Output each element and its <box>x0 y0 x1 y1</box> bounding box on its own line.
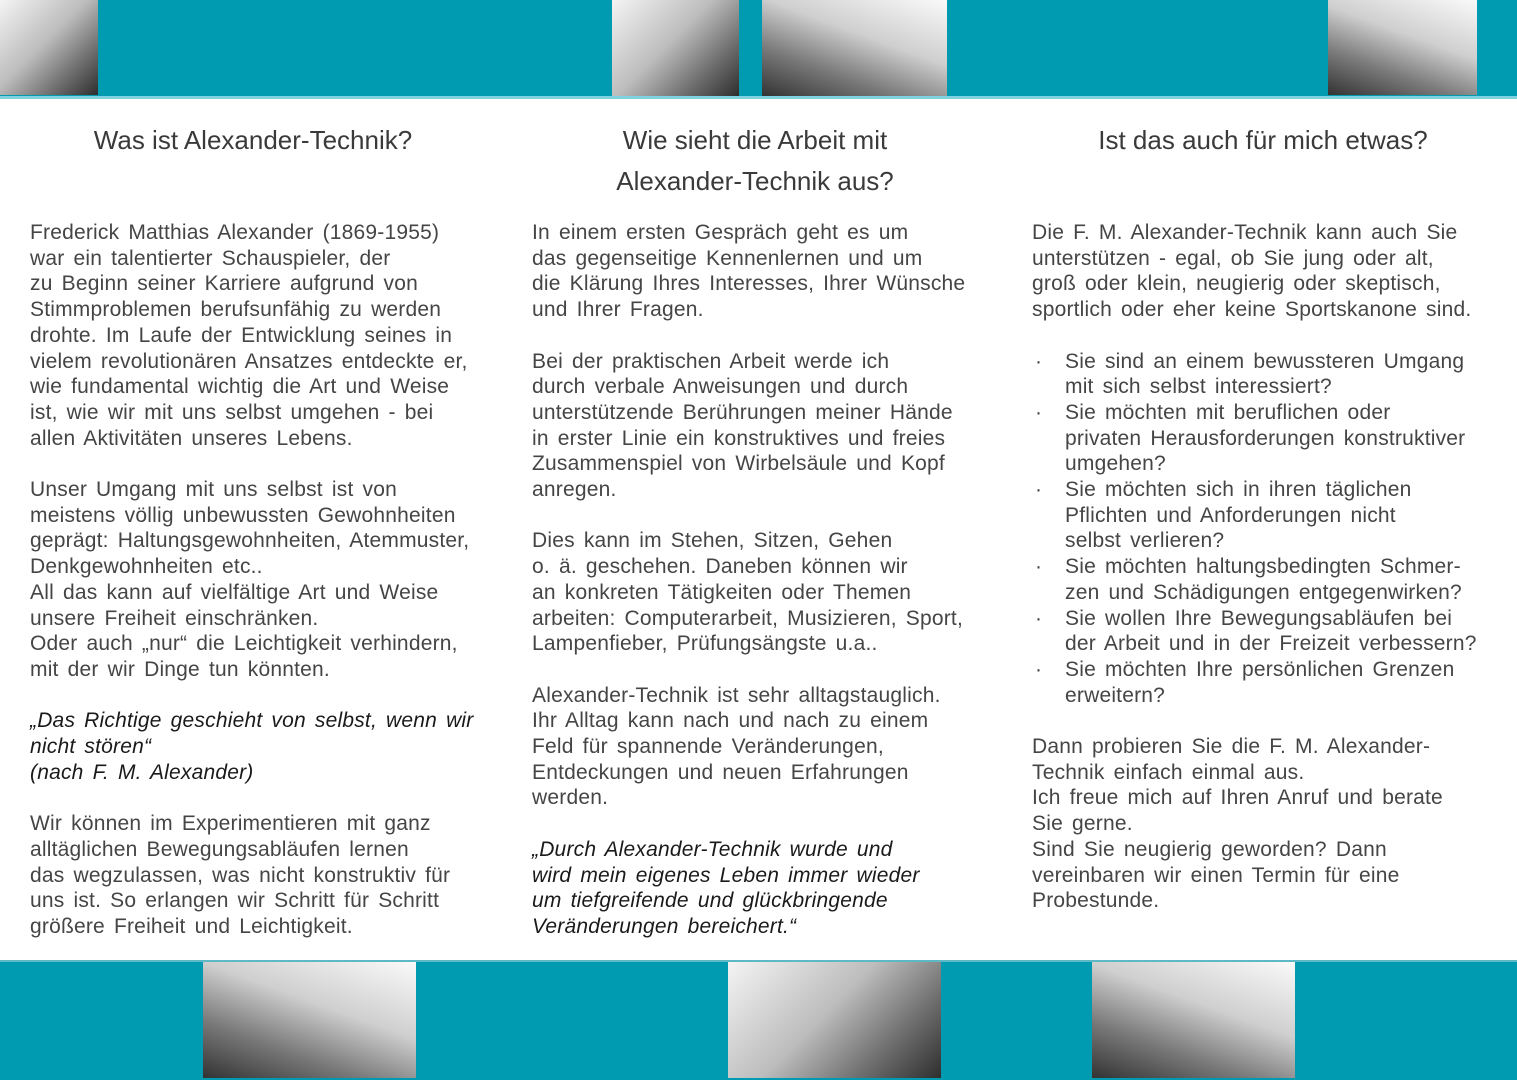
text-line: All das kann auf vielfältige Art und Weise <box>30 580 439 604</box>
text-line: Ich freue mich auf Ihren Anruf und berate <box>1032 786 1443 810</box>
text-line: vereinbaren wir einen Termin für eine <box>1032 863 1400 887</box>
text-line: um tiefgreifende und glückbringende <box>532 889 888 913</box>
heading-line: Was ist Alexander-Technik? <box>93 125 413 155</box>
text-line: unterstützende Berührungen meiner Hände <box>532 400 953 424</box>
text-line: Feld für spannende Veränderungen, <box>532 735 884 759</box>
text-line: nicht stören“ <box>30 735 152 759</box>
paragraph <box>1032 734 1477 914</box>
photo-head-treatment <box>203 962 416 1078</box>
text-line: Wir können im Experimentieren mit ganz <box>30 812 431 836</box>
text-line: werden. <box>532 786 609 810</box>
bullet-item <box>1032 477 1477 554</box>
text-line: an konkreten Tätigkeiten oder Themen <box>532 580 912 604</box>
text-line: arbeiten: Computerarbeit, Musizieren, Sport, <box>532 606 963 630</box>
photo-hands <box>762 0 947 96</box>
text-line: uns ist. So erlangen wir Schritt für Schritt <box>30 889 440 913</box>
text-line: Alexander-Technik ist sehr alltagstauglich. <box>532 683 941 707</box>
text-line: Veränderungen bereichert.“ <box>532 914 797 938</box>
column-2-text <box>532 220 965 965</box>
text-line: groß oder klein, neugierig oder skeptisch, <box>1032 272 1441 296</box>
bullet-icon: · <box>1035 657 1043 681</box>
column-1-heading <box>30 120 476 161</box>
text-line: Sie gerne. <box>1032 812 1133 836</box>
text-line: das gegenseitige Kennenlernen und um <box>532 246 923 270</box>
text-line: unterstützen - egal, ob Sie jung oder alt, <box>1032 246 1434 270</box>
text-line: Dies kann im Stehen, Sitzen, Gehen <box>532 529 893 553</box>
text-line: vielem revolutionären Ansatzes entdeckte er, <box>30 349 468 373</box>
text-line: wird mein eigenes Leben immer wieder <box>532 863 920 887</box>
text-line: alltäglichen Bewegungsabläufen lernen <box>30 837 409 861</box>
text-line: drohte. Im Laufe der Entwicklung seines in <box>30 323 453 347</box>
text-line: ist, wie wir mit uns selbst umgehen - bei <box>30 400 434 424</box>
text-line: Sie möchten sich in ihren täglichen <box>1065 478 1412 502</box>
photo-teacher-student <box>1328 0 1477 95</box>
text-line: der Arbeit und in der Freizeit verbessern? <box>1065 632 1477 656</box>
text-line: größere Freiheit und Leichtigkeit. <box>30 914 353 938</box>
bullet-icon: · <box>1035 349 1043 373</box>
text-line: Probestunde. <box>1032 889 1160 913</box>
text-line: Sie möchten haltungsbedingten Schmer- <box>1065 555 1461 579</box>
heading-line: Wie sieht die Arbeit mit <box>622 125 888 155</box>
column-1-text <box>30 220 474 965</box>
photo-couple <box>612 0 739 96</box>
quote <box>30 708 474 785</box>
text-line: Lampenfieber, Prüfungsängste u.a.. <box>532 632 878 656</box>
text-line: in erster Linie ein konstruktives und freies <box>532 426 946 450</box>
text-line: zen und Schädigungen entgegenwirken? <box>1065 580 1462 604</box>
column-3-heading <box>1032 120 1494 161</box>
text-line: „Das Richtige geschieht von selbst, wenn wir <box>30 709 474 733</box>
text-line: die Klärung Ihres Interesses, Ihrer Wünsche <box>532 272 966 296</box>
bullet-item <box>1032 554 1477 605</box>
text-line: Entdeckungen und neuen Erfahrungen <box>532 760 909 784</box>
text-line: zu Beginn seiner Karriere aufgrund von <box>30 272 418 296</box>
text-line: Pflichten und Anforderungen nicht <box>1065 503 1396 527</box>
paragraph <box>30 477 474 683</box>
text-line: „Durch Alexander-Technik wurde und <box>532 837 893 861</box>
text-line: erweitern? <box>1065 683 1166 707</box>
bullet-icon: · <box>1035 400 1043 424</box>
text-line: Sie möchten Ihre persönlichen Grenzen <box>1065 657 1455 681</box>
text-line: In einem ersten Gespräch geht es um <box>532 221 909 244</box>
text-line: Unser Umgang mit uns selbst ist von <box>30 478 397 502</box>
bullet-icon: · <box>1035 478 1043 502</box>
text-line: Sie sind an einem bewussteren Umgang <box>1065 349 1465 373</box>
paragraph <box>532 349 965 503</box>
photo-seated-lesson <box>1092 962 1295 1078</box>
photo-portrait-man-2 <box>728 962 941 1078</box>
bullet-icon: · <box>1035 606 1043 630</box>
bullet-item <box>1032 349 1477 400</box>
heading-line: Ist das auch für mich etwas? <box>1098 125 1428 155</box>
quote <box>532 837 965 940</box>
paragraph <box>30 220 474 451</box>
text-line: Zusammenspiel von Wirbelsäule und Kopf <box>532 452 945 476</box>
text-line: umgehen? <box>1065 452 1166 476</box>
heading-line: Alexander-Technik aus? <box>616 166 894 196</box>
bullet-icon: · <box>1035 555 1043 579</box>
photo-portrait-man <box>0 0 98 95</box>
text-line: unsere Freiheit einschränken. <box>30 606 319 630</box>
paragraph <box>532 220 965 323</box>
text-line: mit sich selbst interessiert? <box>1065 375 1332 399</box>
text-line: sportlich oder eher keine Sportskanone sind. <box>1032 298 1472 322</box>
text-line: Ihr Alltag kann nach und nach zu einem <box>532 709 929 733</box>
bullet-item <box>1032 657 1477 708</box>
text-line: (nach F. M. Alexander) <box>30 760 254 784</box>
column-3-text <box>1032 220 1477 940</box>
text-line: mit der wir Dinge tun könnten. <box>30 657 330 681</box>
text-line: Sie möchten mit beruflichen oder <box>1065 400 1391 424</box>
paragraph <box>532 528 965 657</box>
text-line: Sie wollen Ihre Bewegungsabläufen bei <box>1065 606 1453 630</box>
text-line: selbst verlieren? <box>1065 529 1225 553</box>
text-line: allen Aktivitäten unseres Lebens. <box>30 426 353 450</box>
text-line: anregen. <box>532 478 617 502</box>
text-line: Frederick Matthias Alexander (1869-1955) <box>30 221 440 244</box>
bullet-list <box>1032 349 1477 709</box>
header-band <box>0 0 1517 96</box>
text-line: das wegzulassen, was nicht konstruktiv für <box>30 863 451 887</box>
text-line: Oder auch „nur“ die Leichtigkeit verhindern, <box>30 632 458 656</box>
text-line: o. ä. geschehen. Daneben können wir <box>532 555 908 579</box>
text-line: und Ihrer Fragen. <box>532 298 704 322</box>
bullet-item <box>1032 400 1477 477</box>
text-line: Denkgewohnheiten etc.. <box>30 555 263 579</box>
text-line: Sind Sie neugierig geworden? Dann <box>1032 837 1387 861</box>
text-line: meistens völlig unbewussten Gewohnheiten <box>30 503 456 527</box>
text-line: Die F. M. Alexander-Technik kann auch Sie <box>1032 221 1458 244</box>
header-divider <box>0 96 1517 99</box>
text-line: durch verbale Anweisungen und durch <box>532 375 909 399</box>
text-line: geprägt: Haltungsgewohnheiten, Atemmuster, <box>30 529 470 553</box>
text-line: Bei der praktischen Arbeit werde ich <box>532 349 890 373</box>
bullet-item <box>1032 606 1477 657</box>
text-line: Stimmproblemen berufsunfähig zu werden <box>30 298 442 322</box>
text-line: privaten Herausforderungen konstruktiver <box>1065 426 1466 450</box>
text-line: wie fundamental wichtig die Art und Weise <box>30 375 450 399</box>
paragraph <box>532 683 965 812</box>
text-line: war ein talentierter Schauspieler, der <box>30 246 391 270</box>
text-line: Dann probieren Sie die F. M. Alexander- <box>1032 735 1431 759</box>
column-2-heading <box>532 120 978 202</box>
paragraph <box>30 811 474 940</box>
text-line: Technik einfach einmal aus. <box>1032 760 1305 784</box>
paragraph <box>1032 220 1477 323</box>
